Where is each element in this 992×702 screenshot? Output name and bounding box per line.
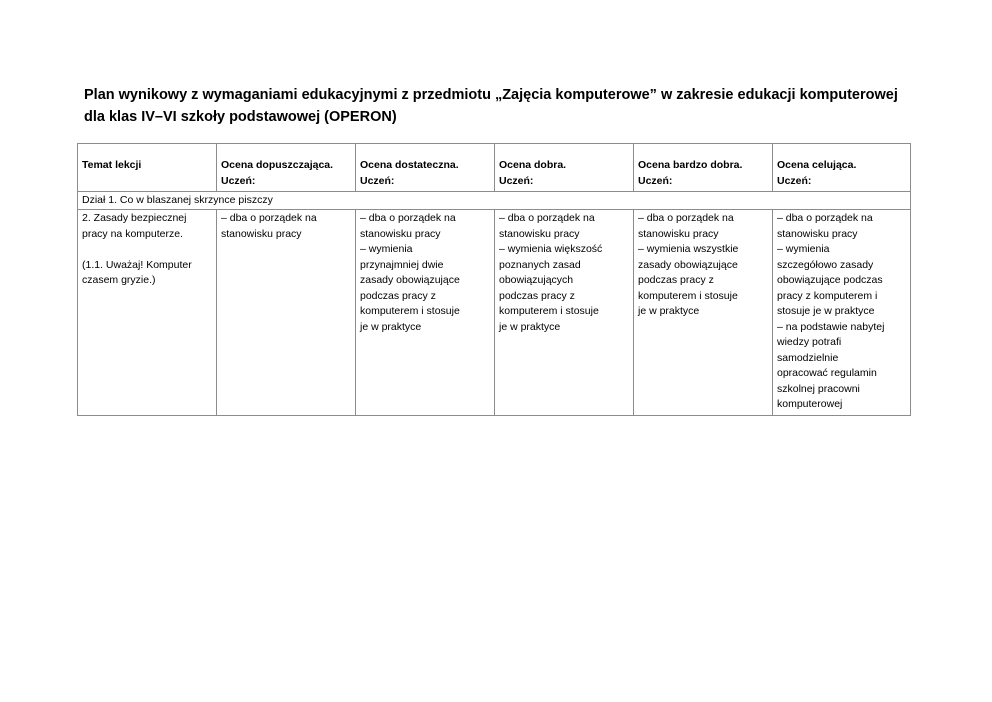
cell-dostateczna: – dba o porządek na stanowisku pracy – wymienia przynajmniej dwie zasady obowiązujące podczas pracy z komputerem i stosuje je w praktyce [356,210,495,416]
table-row [78,210,911,416]
title-line-1: Plan wynikowy z wymaganiami edukacyjnymi z przedmiotu „Zajęcia komputerowe” w zakresie edukacji komputerowej [84,87,898,103]
title-line-2: dla klas IV–VI szkoły podstawowej (OPERON) [84,109,397,125]
header-celujaca: Ocena celująca. Uczeń: [773,144,911,192]
header-dopuszczajaca: Ocena dopuszczająca. Uczeń: [217,144,356,192]
table-header-row [78,144,911,192]
cell-dobra: – dba o porządek na stanowisku pracy – wymienia większość poznanych zasad obowiązujących podczas pracy z komputerem i stosuje je w praktyce [495,210,634,416]
header-dostateczna: Ocena dostateczna. Uczeń: [356,144,495,192]
section-title: Dział 1. Co w blaszanej skrzynce piszczy [78,192,911,210]
cell-bardzo-dobra: – dba o porządek na stanowisku pracy – wymienia wszystkie zasady obowiązujące podczas pracy z komputerem i stosuje je w praktyce [634,210,773,416]
requirements-table [77,143,911,416]
header-dobra: Ocena dobra. Uczeń: [495,144,634,192]
document-title [84,84,914,128]
cell-dopuszczajaca: – dba o porządek na stanowisku pracy [217,210,356,416]
section-row [78,192,911,210]
header-topic: Temat lekcji [78,144,217,192]
header-bardzo-dobra: Ocena bardzo dobra. Uczeń: [634,144,773,192]
cell-celujaca: – dba o porządek na stanowisku pracy – wymienia szczegółowo zasady obowiązujące podczas pracy z komputerem i stosuje je w praktyce – na podstawie nabytej wiedzy potrafi samodzielnie opracować regulamin szkolnej pracowni komputerowej [773,210,911,416]
cell-topic: 2. Zasady bezpiecznej pracy na komputerze. (1.1. Uważaj! Komputer czasem gryzie.) [78,210,217,416]
